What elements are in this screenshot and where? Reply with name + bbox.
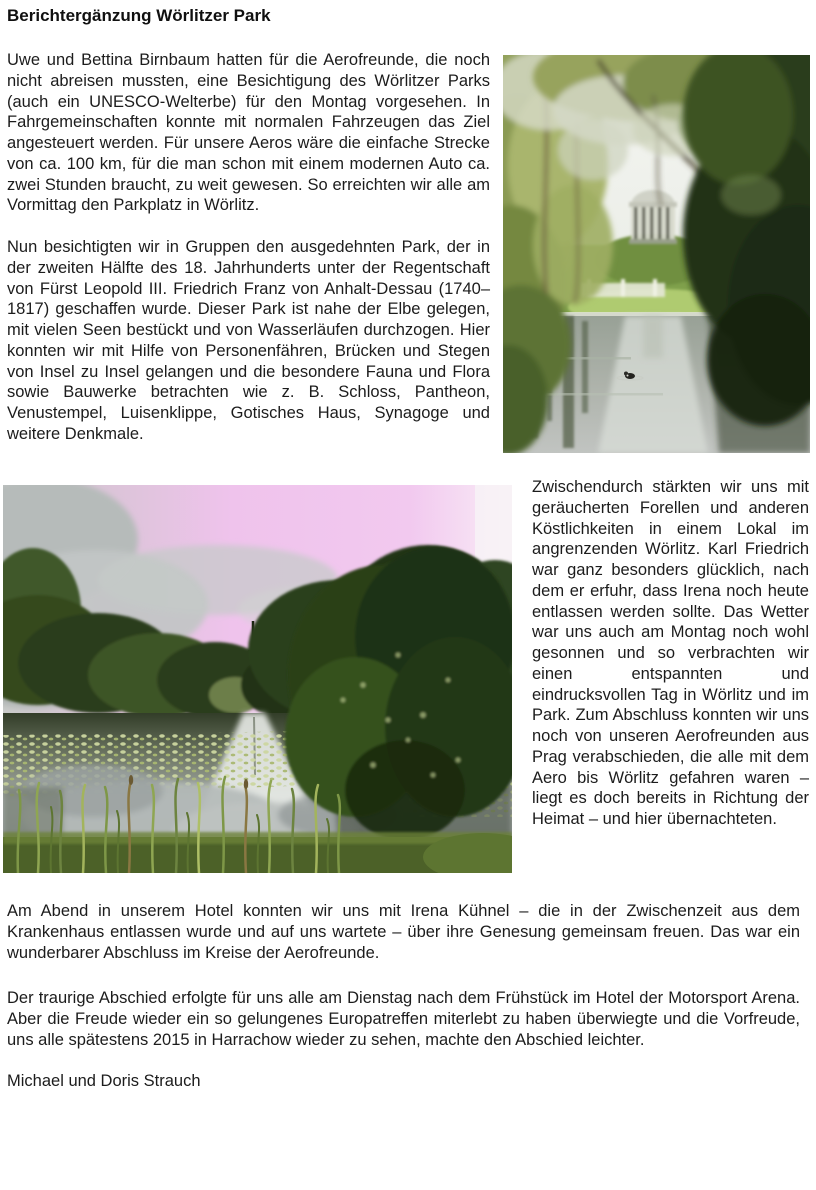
section-middle: [7, 477, 816, 873]
lunch-text-column: [532, 477, 809, 830]
paragraph-park-tour: Nun besichtigten wir in Gruppen den ausgedehnten Park, der in der zweiten Hälfte des 18. Jahrhunderts unter der Regentschaft von Fürst Leopold III. Friedrich Franz von Anhalt-Dessau (1740–1817) geschaffen wurde. Dieser Park ist nahe der Elbe gelegen, mit vielen Seen bestückt und von Wasserläufen durchzogen. Hier konnten wir mit Hilfe von Personenfähren, Brücken und Stegen von Insel zu Insel gelangen und die besondere Fauna und Flora sowie Bauwerke betrachten wie z. B. Schloss, Pantheon, Venustempel, Luisenklippe, Gotisches Haus, Synagoge und weitere Denkmale.: [7, 238, 490, 443]
lake-photo: [3, 485, 512, 873]
paragraph-evening-hotel: Am Abend in unserem Hotel konnten wir uns mit Irena Kühnel – die in der Zwischenzeit aus dem Krankenhaus entlassen wurde und auf uns wartete – über ihre Genesung gemeinsam freuen. Das war ein wunderbarer Abschluss im Kreise der Aerofreunde.: [7, 902, 800, 962]
cattail: [244, 779, 248, 789]
paragraph-departure: Der traurige Abschied erfolgte für uns alle am Dienstag nach dem Frühstück im Hotel der Motorsport Arena. Aber die Freude wieder ein so gelungenes Europatreffen miterlebt zu haben überwiegte und die Vorfreude, uns alle spätestens 2015 in Harrachow wieder zu sehen, machte den Abschied leichter.: [7, 989, 800, 1049]
paragraph-intro: Uwe und Bettina Birnbaum hatten für die Aerofreunde, die noch nicht abreisen mussten, eine Besichtigung des Wörlitzer Parks (auch ein UNESCO-Welterbe) für den Montag vorgesehen. In Fahrgemeinschaften konnte mit normalen Fahrzeugen das Ziel angesteuert werden. Für unsere Aeros wäre die einfache Strecke von ca. 100 km, für die man schon mit einem modernen Auto ca. zwei Stunden braucht, zu weit gewesen. So erreichten wir alle am Vormittag den Parkplatz in Wörlitz.: [7, 51, 490, 215]
paragraph-lunch-and-farewell: Zwischendurch stärkten wir uns mit geräucherten Forellen und anderen Köstlichkeiten in einem Lokal im angrenzenden Wörlitz. Karl Friedrich war ganz besonders glücklich, nach dem er erfuhr, dass Irena noch heute entlassen werden sollte. Das Wetter war uns auch am Montag noch wohl gesonnen und so verbrachten wir einen entspannten und eindrucksvollen Tag in Wörlitz und im Park. Zum Abschluss konnten wir uns noch von unseren Aerofreunden aus Prag verabschieden, die alle mit dem Aero bis Wörlitz gefahren waren – liegt es doch bereits in Richtung der Heimat – und hier übernachteten.: [532, 478, 809, 828]
section-top: [7, 50, 816, 453]
page-title: Berichtergänzung Wörlitzer Park: [7, 6, 271, 25]
intro-text-column: [7, 50, 490, 445]
signature: Michael und Doris Strauch: [7, 1071, 201, 1090]
canal-temple-photo: [503, 55, 810, 453]
cattail: [129, 775, 133, 785]
rotunda-temple: [629, 190, 677, 244]
